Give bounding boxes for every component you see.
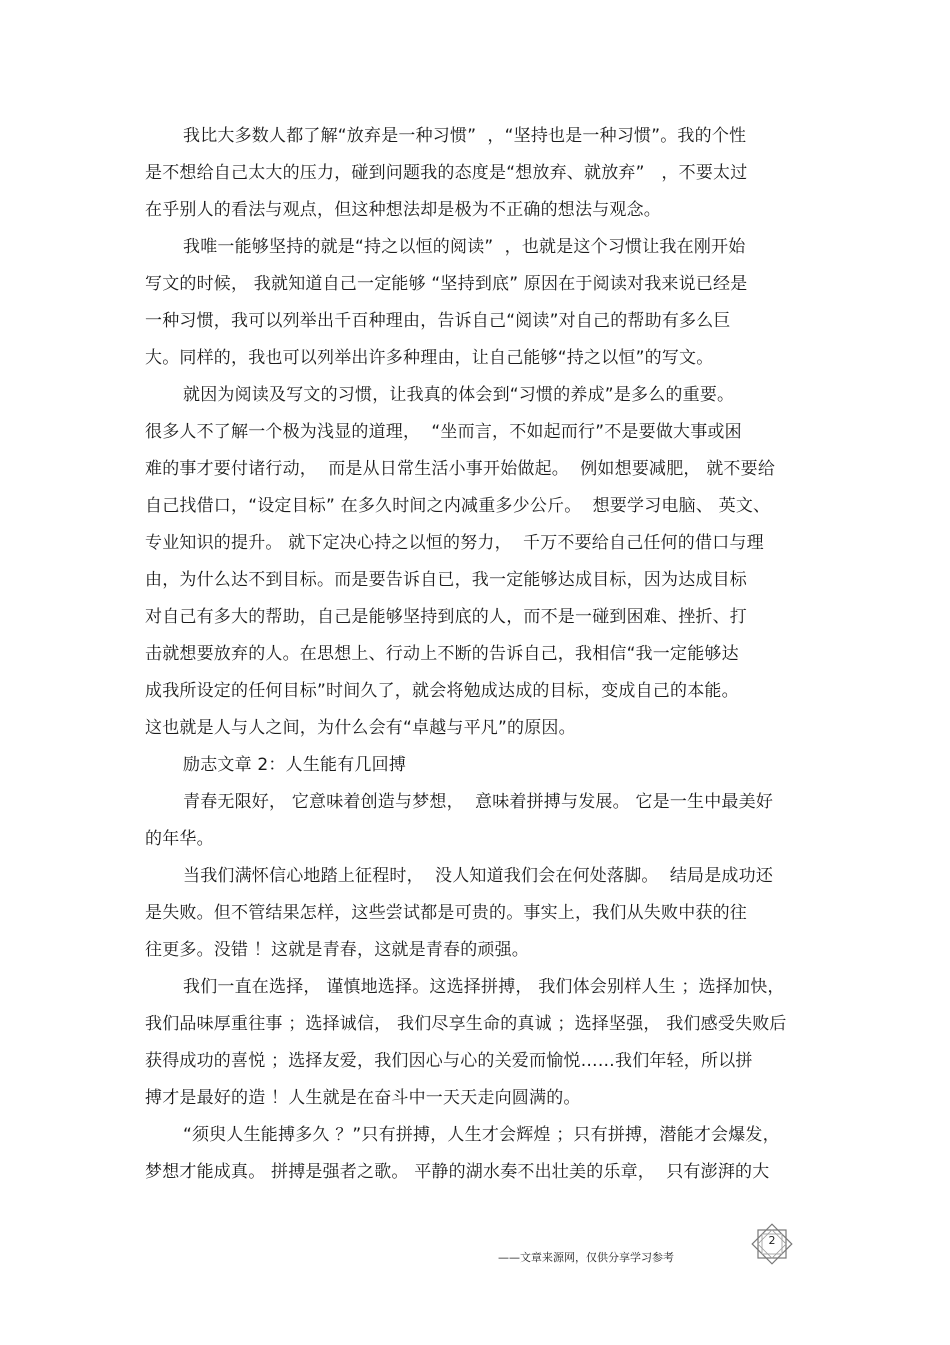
page-number: 2: [768, 1234, 776, 1247]
text-line: 在乎别人的看法与观点，但这种想法却是极为不正确的想法与观念。: [145, 200, 661, 220]
text-line: 的年华。: [145, 829, 214, 849]
page-number-badge: [748, 1220, 796, 1268]
text-line: 我唯一能够坚持的就是“持之以恒的阅读” ，也就是这个习惯让我在刚开始: [183, 237, 746, 257]
footer-source-note: ——文章来源网，仅供分享学习参考: [498, 1251, 674, 1264]
text-line: 获得成功的喜悦 ；选择友爱，我们因心与心的关爱而愉悦……我们年轻，所以拼: [145, 1051, 753, 1071]
text-line: 对自己有多大的帮助，自己是能够坚持到底的人，而不是一碰到困难、挫折、打: [145, 607, 747, 627]
text-line: 由，为什么达不到目标。而是要告诉自已，我一定能够达成目标，因为达成目标: [145, 570, 747, 590]
text-line: 成我所设定的任何目标”时间久了，就会将勉成达成的目标，变成自己的本能。: [145, 681, 739, 701]
text-line: 我比大多数人都了解“放弃是一种习惯” ，“坚持也是一种习惯”。我的个性: [183, 126, 747, 146]
section-heading: 励志文章 2：人生能有几回搏: [183, 755, 407, 775]
text-line: 青春无限好， 它意味着创造与梦想， 意味着拼搏与发展。 它是一生中最美好: [183, 792, 774, 812]
text-line: 击就想要放弃的人。在思想上、行动上不断的告诉自己，我相信“我一定能够达: [145, 644, 739, 664]
text-line: 难的事才要付诸行动， 而是从日常生活小事开始做起。 例如想要减肥， 就不要给: [145, 459, 776, 479]
text-line: 我们品味厚重往事 ；选择诚信， 我们尽享生命的真诚 ；选择坚强， 我们感受失败后: [145, 1014, 787, 1034]
text-line: 很多人不了解一个极为浅显的道理， “坐而言，不如起而行”不是要做大事或困: [145, 422, 742, 442]
text-line: 搏才是最好的造 ！人生就是在奋斗中一天天走向圆满的。: [145, 1088, 581, 1108]
text-line: 就因为阅读及写文的习惯，让我真的体会到“习惯的养成”是多么的重要。: [183, 385, 735, 405]
text-line: 这也就是人与人之间，为什么会有“卓越与平凡”的原因。: [145, 718, 576, 738]
text-line: 一种习惯，我可以列举出千百种理由，告诉自己“阅读”对自己的帮助有多么巨: [145, 311, 731, 331]
text-line: 往更多。没错 ！这就是青春，这就是青春的顽强。: [145, 940, 530, 960]
text-line: 写文的时候， 我就知道自己一定能够 “坚持到底” 原因在于阅读对我来说已经是: [145, 274, 748, 294]
text-line: 是失败。但不管结果怎样，这些尝试都是可贵的。事实上，我们从失败中获的往: [145, 903, 747, 923]
text-line: 大。同样的，我也可以列举出许多种理由，让自己能够“持之以恒”的写文。: [145, 348, 714, 368]
text-line: 当我们满怀信心地踏上征程时， 没人知道我们会在何处落脚。 结局是成功还: [183, 866, 774, 886]
text-line: 自己找借口，“设定目标” 在多久时间之内减重多少公斤。 想要学习电脑、 英文、: [145, 496, 771, 516]
text-line: 梦想才能成真。 拼搏是强者之歌。 平静的湖水奏不出壮美的乐章， 只有澎湃的大: [145, 1162, 770, 1182]
text-line: “须臾人生能搏多久 ？”只有拼搏，人生才会辉煌 ；只有拼搏，潜能才会爆发，: [183, 1125, 780, 1145]
text-line: 专业知识的提升。 就下定决心持之以恒的努力， 千万不要给自己任何的借口与理: [145, 533, 764, 553]
text-line: 我们一直在选择， 谨慎地选择。这选择拼搏， 我们体会别样人生 ；选择加快，: [183, 977, 785, 997]
text-line: 是不想给自己太大的压力，碰到问题我的态度是“想放弃、就放弃” ，不要太过: [145, 163, 748, 183]
